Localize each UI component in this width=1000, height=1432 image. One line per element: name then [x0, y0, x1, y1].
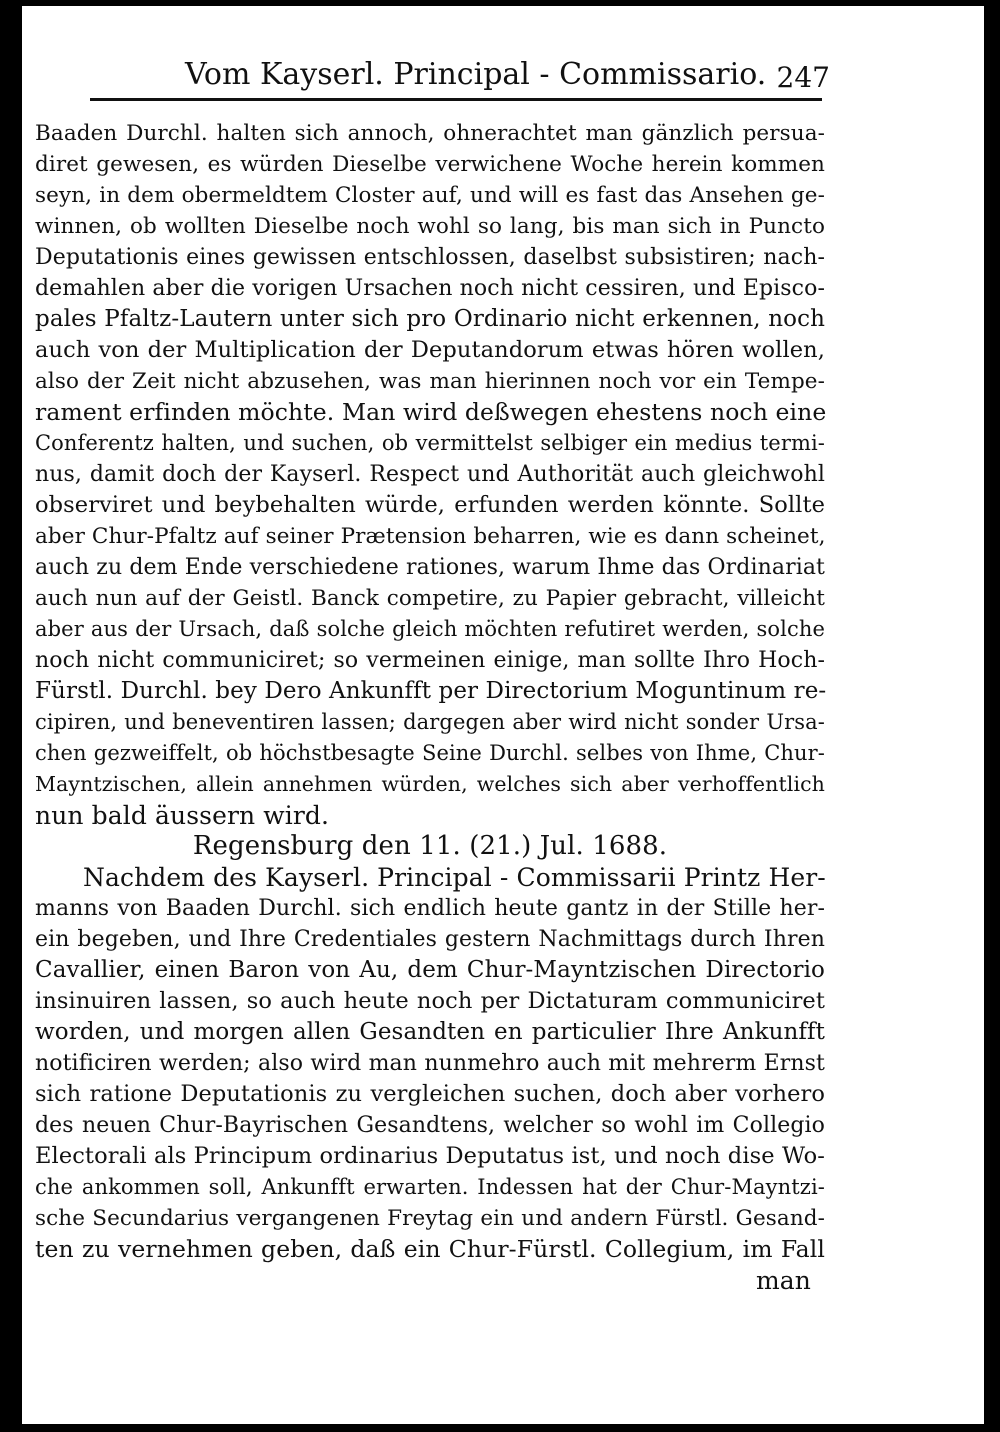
text-line: Nachdem des Kayserl. Principal - Commissarii Printz Her-	[83, 863, 826, 892]
text-line: Electorali als Principum ordinarius Deputatus ist, und noch dise Wo-	[35, 1143, 825, 1169]
text-line: seyn, in dem obermeldtem Closter auf, und will es fast das Ansehen ge-	[35, 183, 825, 208]
text-line: aber Chur-Pfaltz auf seiner Prætension beharren, wie es dann scheinet,	[35, 524, 826, 549]
text-line: Conferentz halten, und suchen, ob vermittelst selbiger ein medius termi-	[35, 431, 825, 455]
text-line: Deputationis eines gewissen entschlossen, daselbst subsistiren; nach-	[35, 245, 825, 270]
text-line: notificiren werden; also wird man nunmehro auch mit mehrerm Ernst	[35, 1051, 825, 1076]
text-line: auch nun auf der Geistl. Banck competire, zu Papier gebracht, villeicht	[35, 586, 825, 611]
header-rule	[90, 98, 822, 101]
catchword: man	[755, 1266, 811, 1295]
text-line: Mayntzischen, allein annehmen würden, welches sich aber verhoffentlich	[35, 772, 825, 796]
text-line: Cavallier, einen Baron von Au, dem Chur-Mayntzischen Directorio	[35, 957, 825, 983]
text-line: nun bald äussern wird.	[35, 801, 330, 830]
text-line: manns von Baaden Durchl. sich endlich heute gantz in der Stille her-	[35, 896, 825, 921]
running-head	[90, 55, 830, 99]
text-line: che ankommen soll, Ankunfft erwarten. Indessen hat der Chur-Mayntzi-	[35, 1175, 825, 1199]
text-line: pales Pfaltz-Lautern unter sich pro Ordinario nicht erkennen, noch	[35, 306, 825, 332]
text-line: auch von der Multiplication der Deputandorum etwas hören wollen,	[35, 337, 825, 363]
scan-edge-left	[0, 0, 22, 1432]
text-line: des neuen Chur-Bayrischen Gesandtens, welcher so wohl im Collegio	[35, 1113, 825, 1138]
text-line: chen gezweiffelt, ob höchstbesagte Seine Durchl. selbes von Ihme, Chur-	[35, 741, 825, 765]
text-line: insinuiren lassen, so auch heute noch per Dictaturam communiciret	[35, 988, 825, 1014]
body-text	[35, 118, 825, 1296]
dateline: Regensburg den 11. (21.) Jul. 1688.	[192, 831, 668, 861]
page-number: 247	[776, 61, 830, 94]
text-line: aber aus der Ursach, daß solche gleich möchten refutiret werden, solche	[35, 617, 825, 641]
text-line: noch nicht communiciret; so vermeinen einige, man sollte Ihro Hoch-	[35, 648, 825, 673]
paragraph-2	[35, 862, 825, 1265]
text-line: sche Secundarius vergangenen Freytag ein und andern Fürstl. Gesand-	[35, 1206, 825, 1231]
text-line: Baaden Durchl. halten sich annoch, ohnerachtet man gänzlich persua-	[35, 121, 825, 146]
text-line: auch zu dem Ende verschiedene rationes, warum Ihme das Ordinariat	[35, 555, 825, 580]
text-line: observiret und beybehalten würde, erfunden werden könnte. Sollte	[35, 492, 825, 518]
text-line: also der Zeit nicht abzusehen, was man hierinnen noch vor ein Tempe-	[35, 369, 825, 394]
running-title: Vom Kayserl. Principal - Commissario.	[185, 57, 767, 92]
text-line: diret gewesen, es würden Dieselbe verwichene Woche herein kommen	[35, 152, 825, 177]
text-line: worden, und morgen allen Gesandten en particulier Ihre Ankunfft	[35, 1019, 825, 1045]
text-line: demahlen aber die vorigen Ursachen noch nicht cessiren, und Episco-	[35, 276, 825, 301]
text-line: cipiren, und beneventiren lassen; dargegen aber wird nicht sonder Ursa-	[35, 710, 825, 734]
scan-edge-right	[984, 0, 1000, 1432]
text-line: nus, damit doch der Kayserl. Respect und Authorität auch gleichwohl	[35, 462, 825, 487]
text-line: sich ratione Deputationis zu vergleichen suchen, doch aber vorhero	[35, 1081, 825, 1107]
text-line: ein begeben, und Ihre Credentiales gestern Nachmittags durch Ihren	[35, 927, 825, 952]
text-line: ten zu vernehmen geben, daß ein Chur-Fürstl. Collegium, im Fall	[35, 1235, 825, 1263]
paragraph-1	[35, 118, 825, 831]
scan-edge-bottom	[0, 1424, 1000, 1432]
text-line: rament erfinden möchte. Man wird deßwegen ehestens noch eine	[35, 398, 827, 426]
text-line: winnen, ob wollten Dieselbe noch wohl so lang, bis man sich in Puncto	[35, 214, 825, 239]
scan-edge-top	[0, 0, 1000, 6]
text-line: Fürstl. Durchl. bey Dero Ankunfft per Directorium Moguntinum re-	[35, 678, 827, 704]
